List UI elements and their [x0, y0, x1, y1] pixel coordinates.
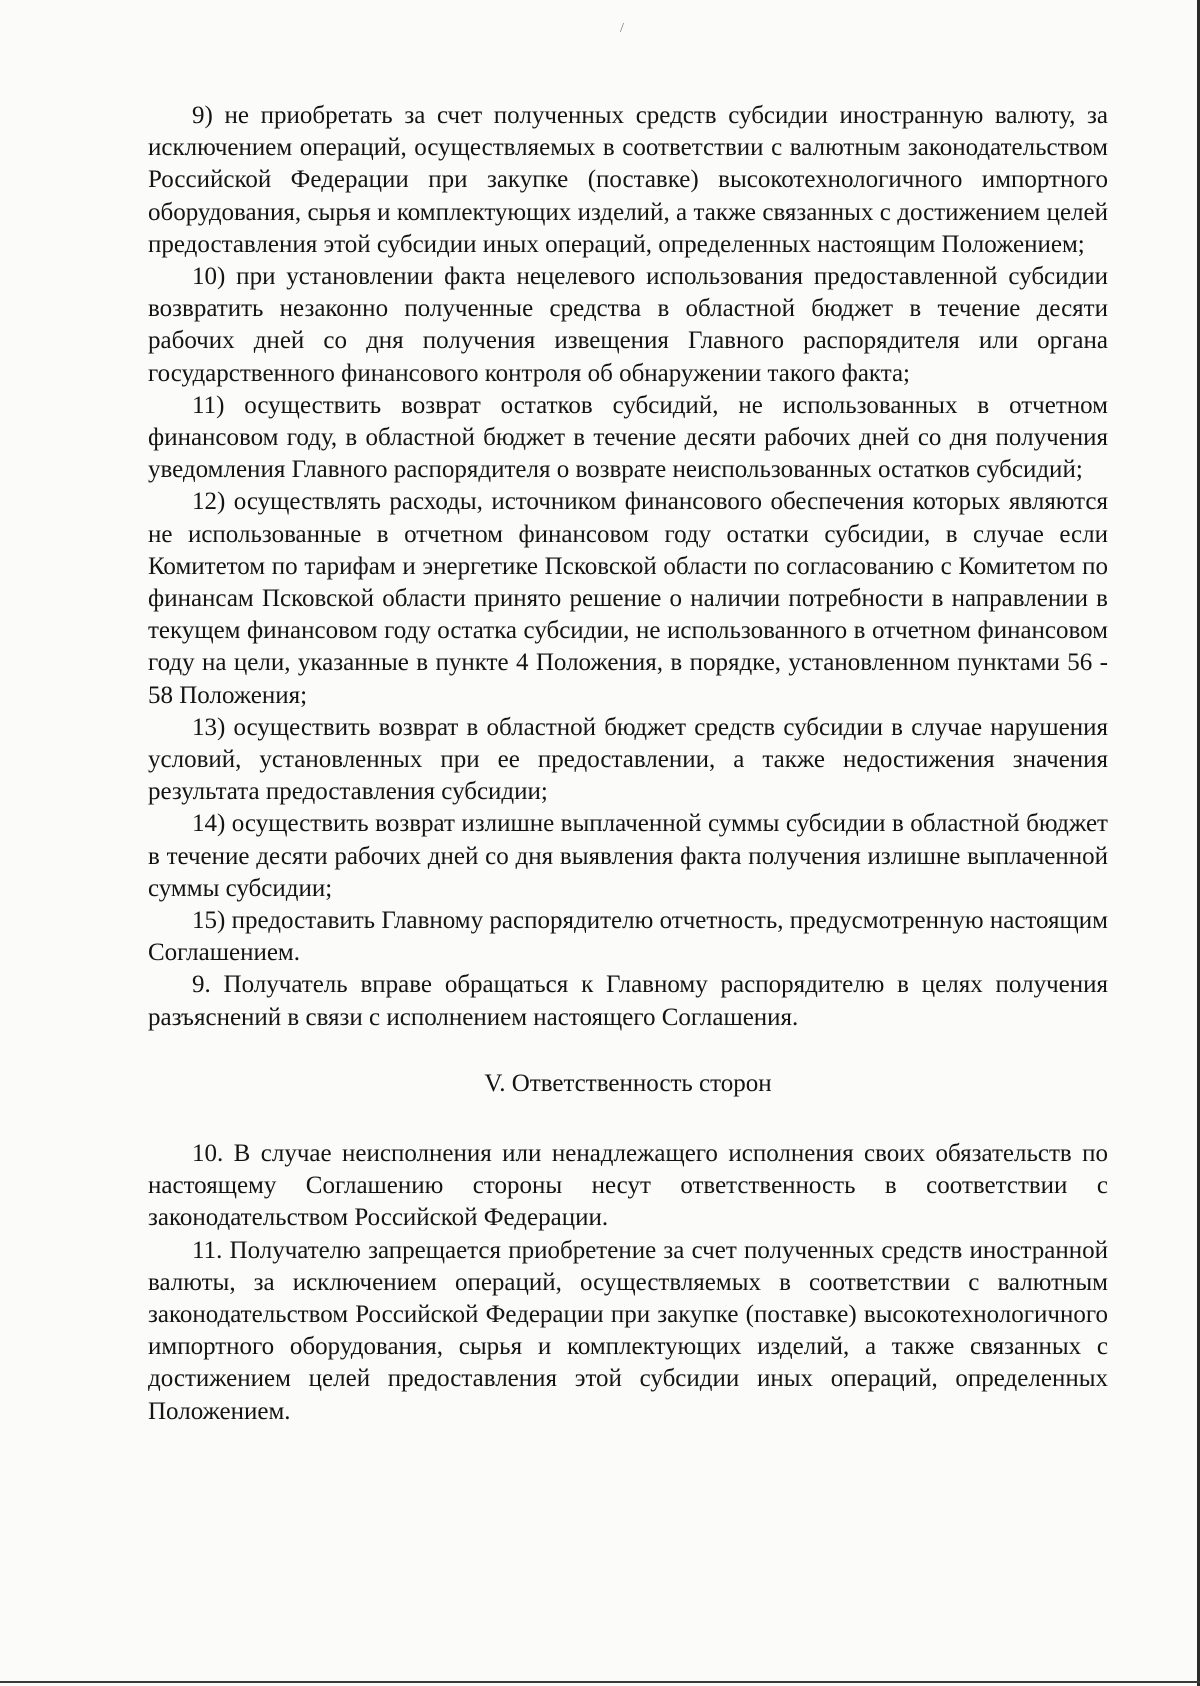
clause-9: 9) не приобретать за счет полученных средств субсидии иностранную валюту, за исключением операций, осуществляемых в соответствии с валютным законодательством Российской Федерации при закупке (поставке) высокотехнологичного импортного оборудования, сырья и комплектующих изделий, а также связанных с достижением целей предоставления этой субсидии иных операций, определенных настоящим Положением; [148, 102, 1108, 258]
top-tick-mark: / [620, 21, 624, 36]
section-heading: V. Ответственность сторон [484, 1069, 772, 1097]
scan-edge-bottom [0, 1681, 1200, 1683]
clause-12: 12) осуществлять расходы, источником финансового обеспечения которых являются не использованные в отчетном финансовом году остатки субсидии, в случае если Комитетом по тарифам и энергетике Псковской области по согласованию с Комитетом по финансам Псковской области принято решение о наличии потребности в направлении в текущем финансовом году остатка субсидии, не использованного в отчетном финансовом году на цели, указанные в пункте 4 Положения, в порядке, установленном пунктами 56 - 58 Положения; [148, 488, 1108, 709]
clause-11: 11) осуществить возврат остатков субсидий, не использованных в отчетном финансовом году, в областной бюджет в течение десяти рабочих дней со дня получения уведомления Главного распорядителя о возврате неиспользованных остатков субсидий; [148, 391, 1108, 484]
paragraph-9: 9. Получатель вправе обращаться к Главному распорядителю в целях получения разъяснений в связи с исполнением настоящего Соглашения. [148, 971, 1108, 1031]
paragraph-11: 11. Получателю запрещается приобретение за счет полученных средств иностранной валюты, за исключением операций, осуществляемых в соответствии с валютным законодательством Российской Федерации при закупке (поставке) высокотехнологичного импортного оборудования, сырья и комплектующих изделий, а также связанных с достижением целей предоставления этой субсидии иных операций, определенных Положением. [148, 1236, 1108, 1425]
document-page [148, 100, 1108, 1428]
paragraph-10: 10. В случае неисполнения или ненадлежащего исполнения своих обязательств по настоящему Соглашению стороны несут ответственность в соответствии с законодательством Российской Федерации. [148, 1139, 1108, 1232]
clause-15: 15) предоставить Главному распорядителю отчетность, предусмотренную настоящим Соглашением. [148, 907, 1108, 967]
clause-10: 10) при установлении факта нецелевого использования предоставленной субсидии возвратить незаконно полученные средства в областной бюджет в течение десяти рабочих дней со дня получения извещения Главного распорядителя или органа государственного финансового контроля об обнаружении такого факта; [148, 263, 1108, 387]
clause-14: 14) осуществить возврат излишне выплаченной суммы субсидии в областной бюджет в течение десяти рабочих дней со дня выявления факта получения излишне выплаченной суммы субсидии; [148, 810, 1108, 902]
clause-13: 13) осуществить возврат в областной бюджет средств субсидии в случае нарушения условий, установленных при ее предоставлении, а также недостижения значения результата предоставления субсидии; [148, 713, 1108, 806]
